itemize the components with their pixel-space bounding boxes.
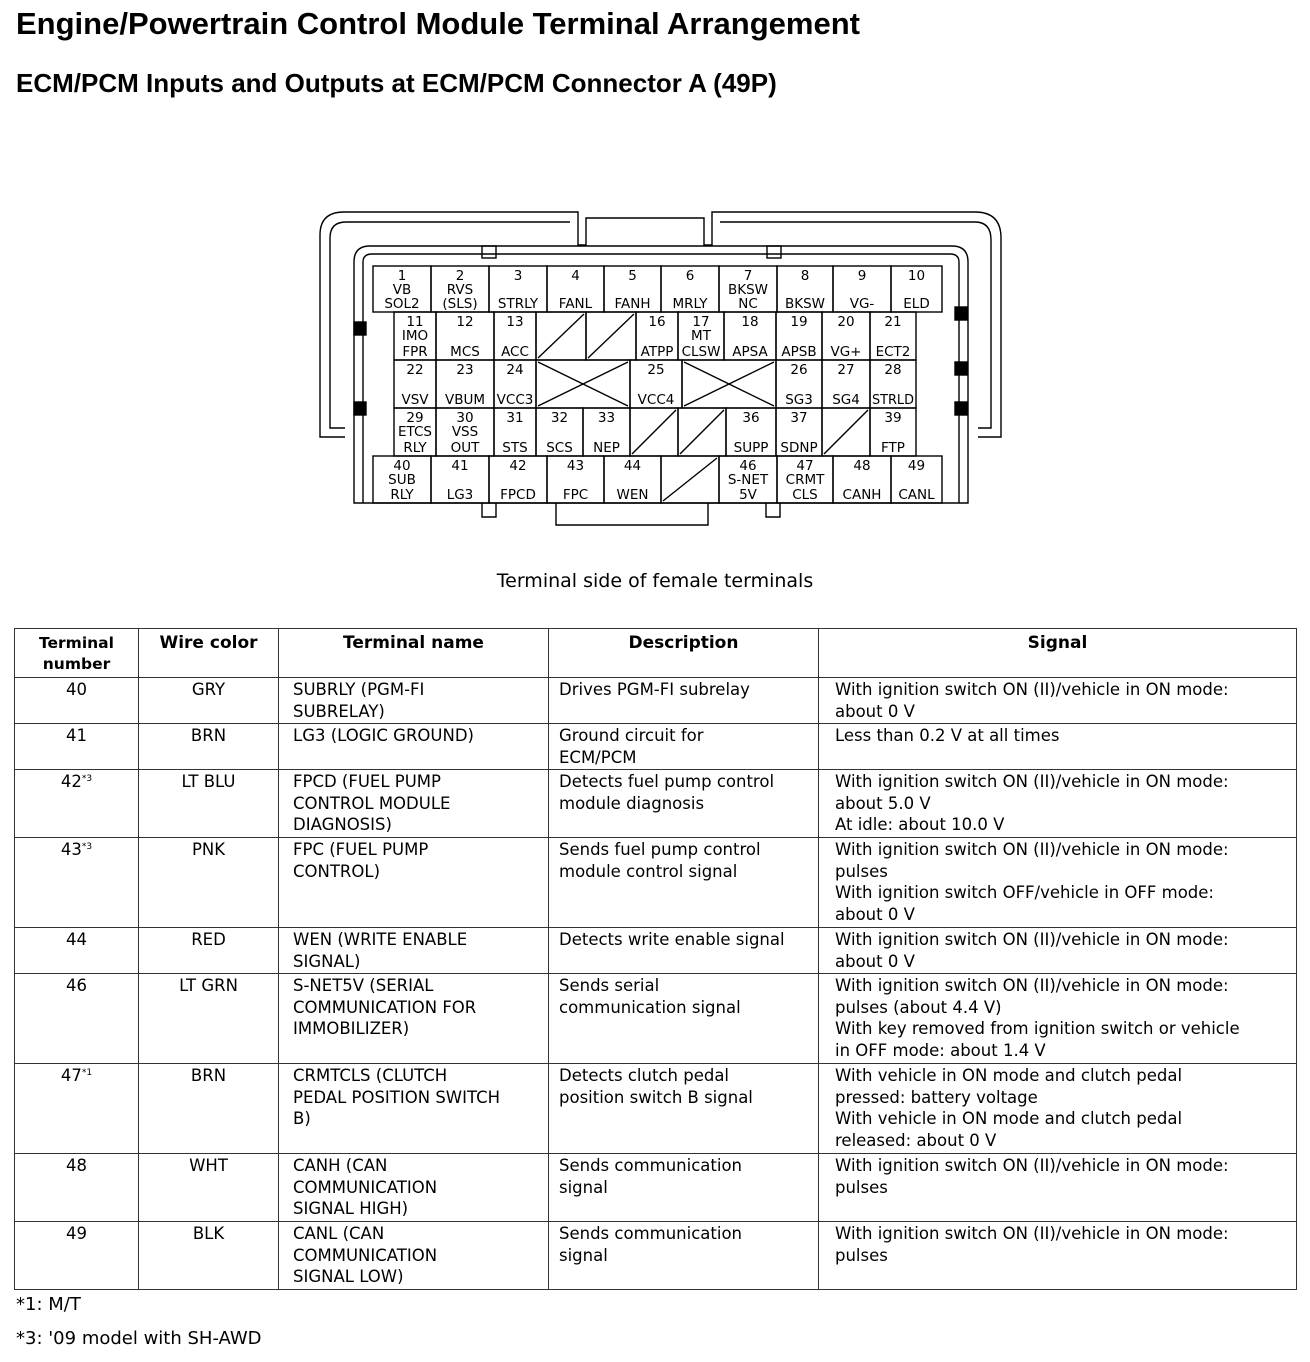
- terminal-cell-19: [776, 312, 822, 360]
- terminal-cell-26: [776, 360, 822, 408]
- wire-color-cell: WHT: [139, 1154, 279, 1222]
- terminal-number-label: 48: [853, 458, 871, 474]
- wire-color-cell: LT BLU: [139, 770, 279, 838]
- signal-cell: With ignition switch ON (II)/vehicle in ON mode: about 5.0 V At idle: about 10.0 V: [819, 770, 1297, 838]
- terminal-label: STRLD: [872, 392, 914, 408]
- terminal-label: SG3: [785, 392, 813, 408]
- terminal-label-top: IMO: [401, 328, 429, 344]
- terminal-number-label: 43: [566, 458, 585, 474]
- terminal-label: VSV: [401, 392, 429, 408]
- terminal-cell-28: [870, 360, 916, 408]
- description-cell: Sends communication signal: [549, 1154, 819, 1222]
- terminal-number-label: 16: [648, 314, 666, 330]
- empty-cavity: [536, 360, 630, 408]
- terminal-cell-11: [394, 312, 436, 360]
- terminal-label: SOL2: [384, 296, 420, 312]
- terminal-cell-21: [870, 312, 916, 360]
- terminal-number-label: 21: [884, 314, 902, 330]
- signal-cell: With ignition switch ON (II)/vehicle in ON mode: pulses: [819, 1154, 1297, 1222]
- terminal-number-label: 26: [790, 362, 808, 378]
- terminal-label: ATPP: [640, 344, 674, 360]
- terminal-number-label: 46: [739, 458, 757, 474]
- header-wire-color: Wire color: [139, 629, 279, 678]
- terminal-label: STS: [502, 440, 528, 456]
- terminal-label-top: VSS: [451, 424, 479, 440]
- empty-cavity: [630, 408, 678, 456]
- description-cell: Detects fuel pump control module diagnosis: [549, 770, 819, 838]
- terminal-cell-48: [833, 456, 891, 503]
- description-cell: Sends fuel pump control module control signal: [549, 838, 819, 928]
- terminal-cell-8: [777, 266, 833, 312]
- header-signal: Signal: [819, 629, 1297, 678]
- terminal-name-cell: FPC (FUEL PUMP CONTROL): [279, 838, 549, 928]
- wire-color-cell: BRN: [139, 1064, 279, 1154]
- terminal-cell-32: [536, 408, 583, 456]
- signal-cell: With ignition switch ON (II)/vehicle in ON mode: pulses (about 4.4 V) With key removed from ignition switch or vehicle in OFF mode: about 1.4 V: [819, 974, 1297, 1064]
- terminal-number-label: 25: [647, 362, 665, 378]
- header-terminal-number: Terminal number: [15, 629, 139, 678]
- wire-color-cell: LT GRN: [139, 974, 279, 1064]
- wire-color-cell: GRY: [139, 678, 279, 724]
- description-cell: Detects clutch pedal position switch B signal: [549, 1064, 819, 1154]
- terminal-name-cell: S-NET5V (SERIAL COMMUNICATION FOR IMMOBILIZER): [279, 974, 549, 1064]
- terminal-cell-7: [719, 266, 777, 312]
- terminal-cell-3: [489, 266, 547, 312]
- terminal-number-label: 13: [506, 314, 524, 330]
- terminal-cell-23: [436, 360, 494, 408]
- terminal-label: SUPP: [733, 440, 769, 456]
- terminal-cell-29: [394, 408, 436, 456]
- terminal-number-label: 9: [857, 268, 867, 284]
- terminal-number-label: 39: [884, 410, 902, 426]
- wire-color-cell: BRN: [139, 724, 279, 770]
- empty-cavity: [682, 360, 776, 408]
- terminal-label-top: RVS: [446, 282, 474, 298]
- terminal-label: RLY: [403, 440, 427, 456]
- terminal-number-label: 49: [907, 458, 926, 474]
- terminal-number-label: 42: [509, 458, 527, 474]
- terminal-number-label: 3: [513, 268, 523, 284]
- footnote-marker: *3: [81, 842, 93, 852]
- terminal-name-cell: FPCD (FUEL PUMP CONTROL MODULE DIAGNOSIS): [279, 770, 549, 838]
- terminal-number-label: 5: [628, 268, 637, 284]
- terminal-label: CLSW: [681, 344, 721, 360]
- footnote-marker: *3: [81, 774, 93, 784]
- table-row: [15, 770, 1297, 838]
- terminal-cell-39: [870, 408, 916, 456]
- terminal-cell-10: [891, 266, 942, 312]
- terminal-cell-43: [547, 456, 604, 503]
- terminal-number-label: 6: [685, 268, 695, 284]
- terminal-number-cell: 47$^{*1}$: [15, 1064, 139, 1154]
- terminal-label: RLY: [390, 487, 414, 503]
- terminal-name-cell: SUBRLY (PGM-FI SUBRELAY): [279, 678, 549, 724]
- terminal-number-label: 41: [451, 458, 469, 474]
- terminal-cell-42: [489, 456, 547, 503]
- terminal-cell-47: [777, 456, 833, 503]
- terminal-label: ECT2: [875, 344, 911, 360]
- terminal-label: SDNP: [780, 440, 818, 456]
- terminal-label: ACC: [501, 344, 529, 360]
- connector-diagram: [0, 0, 1310, 560]
- terminal-label: (SLS): [442, 296, 478, 312]
- footnote-marker: *1: [81, 1068, 93, 1078]
- terminal-label-top: S-NET: [727, 472, 769, 488]
- terminal-label: VG-: [849, 296, 875, 312]
- terminal-cell-4: [547, 266, 604, 312]
- terminal-number-label: 40: [393, 458, 411, 474]
- terminal-cell-18: [724, 312, 776, 360]
- terminal-number-cell: 41: [15, 724, 139, 770]
- terminal-label: BKSW: [784, 296, 826, 312]
- terminal-number-label: 8: [800, 268, 810, 284]
- description-cell: Detects write enable signal: [549, 928, 819, 974]
- terminal-cell-37: [776, 408, 822, 456]
- terminal-number-label: 28: [884, 362, 902, 378]
- signal-cell: With ignition switch ON (II)/vehicle in ON mode: about 0 V: [819, 678, 1297, 724]
- terminal-cell-41: [431, 456, 489, 503]
- empty-cavity: [822, 408, 870, 456]
- terminal-name-cell: CRMTCLS (CLUTCH PEDAL POSITION SWITCH B): [279, 1064, 549, 1154]
- terminal-label: ELD: [903, 296, 930, 312]
- diagram-caption: Terminal side of female terminals: [496, 570, 814, 592]
- signal-cell: With vehicle in ON mode and clutch pedal pressed: battery voltage With vehicle in ON mode and clutch pedal released: about 0 V: [819, 1064, 1297, 1154]
- terminal-label: FPCD: [500, 487, 536, 503]
- terminal-number-label: 30: [456, 410, 474, 426]
- empty-cavity: [586, 312, 636, 360]
- wire-color-cell: PNK: [139, 838, 279, 928]
- terminal-cell-1: [373, 266, 431, 312]
- terminal-cell-2: [431, 266, 489, 312]
- terminal-number-label: 37: [790, 410, 808, 426]
- empty-cavity: [536, 312, 586, 360]
- terminal-number-label: 18: [741, 314, 759, 330]
- terminal-table: [14, 628, 1297, 1290]
- description-cell: Sends communication signal: [549, 1222, 819, 1290]
- terminal-number-label: 47: [796, 458, 814, 474]
- terminal-name-cell: WEN (WRITE ENABLE SIGNAL): [279, 928, 549, 974]
- terminal-label: CANL: [898, 487, 935, 503]
- terminal-cell-33: [583, 408, 630, 456]
- terminal-cell-13: [494, 312, 536, 360]
- terminal-label-top: ETCS: [398, 424, 432, 440]
- terminal-number-label: 17: [692, 314, 710, 330]
- terminal-number-cell: 44: [15, 928, 139, 974]
- terminal-cell-46: [719, 456, 777, 503]
- page-title: Engine/Powertrain Control Module Terminal Arrangement: [16, 6, 860, 41]
- terminal-cell-9: [833, 266, 891, 312]
- terminal-label: VBUM: [444, 392, 486, 408]
- terminal-label: FANH: [614, 296, 651, 312]
- wire-color-cell: RED: [139, 928, 279, 974]
- table-row: [15, 678, 1297, 724]
- table-row: [15, 928, 1297, 974]
- table-row: [15, 1222, 1297, 1290]
- terminal-label: 5V: [739, 487, 757, 503]
- terminal-number-label: 12: [456, 314, 474, 330]
- terminal-number-label: 11: [406, 314, 424, 330]
- terminal-label: SCS: [546, 440, 573, 456]
- terminal-label: OUT: [450, 440, 480, 456]
- signal-cell: With ignition switch ON (II)/vehicle in ON mode: pulses With ignition switch OFF/vehicle in OFF mode: about 0 V: [819, 838, 1297, 928]
- terminal-label: APSA: [732, 344, 768, 360]
- terminal-cell-5: [604, 266, 661, 312]
- terminal-cell-17: [678, 312, 724, 360]
- terminal-number-cell: 48: [15, 1154, 139, 1222]
- terminal-number-label: 44: [623, 458, 642, 474]
- terminal-label: FTP: [881, 440, 905, 456]
- terminal-number-label: 36: [742, 410, 760, 426]
- terminal-number-label: 22: [406, 362, 424, 378]
- terminal-cell-24: [494, 360, 536, 408]
- terminal-label: MRLY: [672, 296, 708, 312]
- terminal-cell-36: [726, 408, 776, 456]
- terminal-number-label: 20: [837, 314, 855, 330]
- terminal-cell-12: [436, 312, 494, 360]
- terminal-label: APSB: [781, 344, 817, 360]
- terminal-name-cell: CANH (CAN COMMUNICATION SIGNAL HIGH): [279, 1154, 549, 1222]
- terminal-number-cell: 42$^{*3}$: [15, 770, 139, 838]
- table-row: [15, 974, 1297, 1064]
- terminal-number-label: 27: [837, 362, 855, 378]
- terminal-cell-6: [661, 266, 719, 312]
- terminal-label-top: VB: [392, 282, 412, 298]
- signal-cell: With ignition switch ON (II)/vehicle in ON mode: pulses: [819, 1222, 1297, 1290]
- terminal-number-label: 7: [743, 268, 753, 284]
- footnotes: [16, 1294, 262, 1362]
- terminal-cell-25: [630, 360, 682, 408]
- terminal-number-cell: 40: [15, 678, 139, 724]
- description-cell: Ground circuit for ECM/PCM: [549, 724, 819, 770]
- terminal-number-label: 1: [397, 268, 407, 284]
- terminal-cell-31: [494, 408, 536, 456]
- terminal-label: FPR: [402, 344, 428, 360]
- terminal-label: NEP: [593, 440, 620, 456]
- page-subtitle: ECM/PCM Inputs and Outputs at ECM/PCM Connector A (49P): [16, 68, 777, 98]
- terminal-number-label: 32: [550, 410, 569, 426]
- terminal-cell-20: [822, 312, 870, 360]
- terminal-number-cell: 46: [15, 974, 139, 1064]
- terminal-label: FANL: [558, 296, 593, 312]
- description-cell: Sends serial communication signal: [549, 974, 819, 1064]
- terminal-number-label: 31: [506, 410, 524, 426]
- terminal-cell-16: [636, 312, 678, 360]
- terminal-label: VCC3: [496, 392, 534, 408]
- terminal-number-label: 4: [571, 268, 580, 284]
- header-description: Description: [549, 629, 819, 678]
- terminal-label: SG4: [832, 392, 860, 408]
- terminal-cell-27: [822, 360, 870, 408]
- terminal-cell-44: [604, 456, 661, 503]
- terminal-label-top: SUB: [388, 472, 416, 488]
- footnote-1: *1: M/T: [16, 1294, 81, 1315]
- terminal-label-top: MT: [691, 328, 711, 344]
- terminal-name-cell: LG3 (LOGIC GROUND): [279, 724, 549, 770]
- terminal-number-label: 24: [506, 362, 524, 378]
- table-header-row: [15, 629, 1297, 678]
- terminal-cell-49: [891, 456, 942, 503]
- terminal-number-label: 2: [455, 268, 465, 284]
- terminal-label: NC: [738, 296, 758, 312]
- terminal-cell-22: [394, 360, 436, 408]
- terminal-label: CANH: [842, 487, 882, 503]
- signal-cell: With ignition switch ON (II)/vehicle in ON mode: about 0 V: [819, 928, 1297, 974]
- table-row: [15, 1154, 1297, 1222]
- terminal-label: WEN: [616, 487, 649, 503]
- terminal-label: VG+: [830, 344, 862, 360]
- terminal-label-top: CRMT: [785, 472, 825, 488]
- terminal-number-label: 23: [456, 362, 474, 378]
- terminal-cell-40: [373, 456, 431, 503]
- terminal-cell-30: [436, 408, 494, 456]
- empty-cavity: [678, 408, 726, 456]
- terminal-number-label: 10: [907, 268, 926, 284]
- terminal-number-label: 29: [406, 410, 424, 426]
- terminal-label: LG3: [446, 487, 474, 503]
- signal-cell: Less than 0.2 V at all times: [819, 724, 1297, 770]
- terminal-name-cell: CANL (CAN COMMUNICATION SIGNAL LOW): [279, 1222, 549, 1290]
- terminal-number-label: 33: [597, 410, 616, 426]
- terminal-label-top: BKSW: [727, 282, 769, 298]
- terminal-number-cell: 49: [15, 1222, 139, 1290]
- footnote-3: *3: '09 model with SH-AWD: [16, 1328, 262, 1349]
- header-terminal-name: Terminal name: [279, 629, 549, 678]
- table-row: [15, 838, 1297, 928]
- terminal-label: FPC: [562, 487, 589, 503]
- terminal-number-cell: 43$^{*3}$: [15, 838, 139, 928]
- table-row: [15, 724, 1297, 770]
- terminal-label: STRLY: [497, 296, 539, 312]
- terminal-number-label: 19: [790, 314, 808, 330]
- terminal-label: MCS: [450, 344, 480, 360]
- wire-color-cell: BLK: [139, 1222, 279, 1290]
- terminal-label: VCC4: [637, 392, 675, 408]
- table-row: [15, 1064, 1297, 1154]
- terminal-label: CLS: [792, 487, 818, 503]
- empty-cavity: [661, 456, 719, 503]
- description-cell: Drives PGM-FI subrelay: [549, 678, 819, 724]
